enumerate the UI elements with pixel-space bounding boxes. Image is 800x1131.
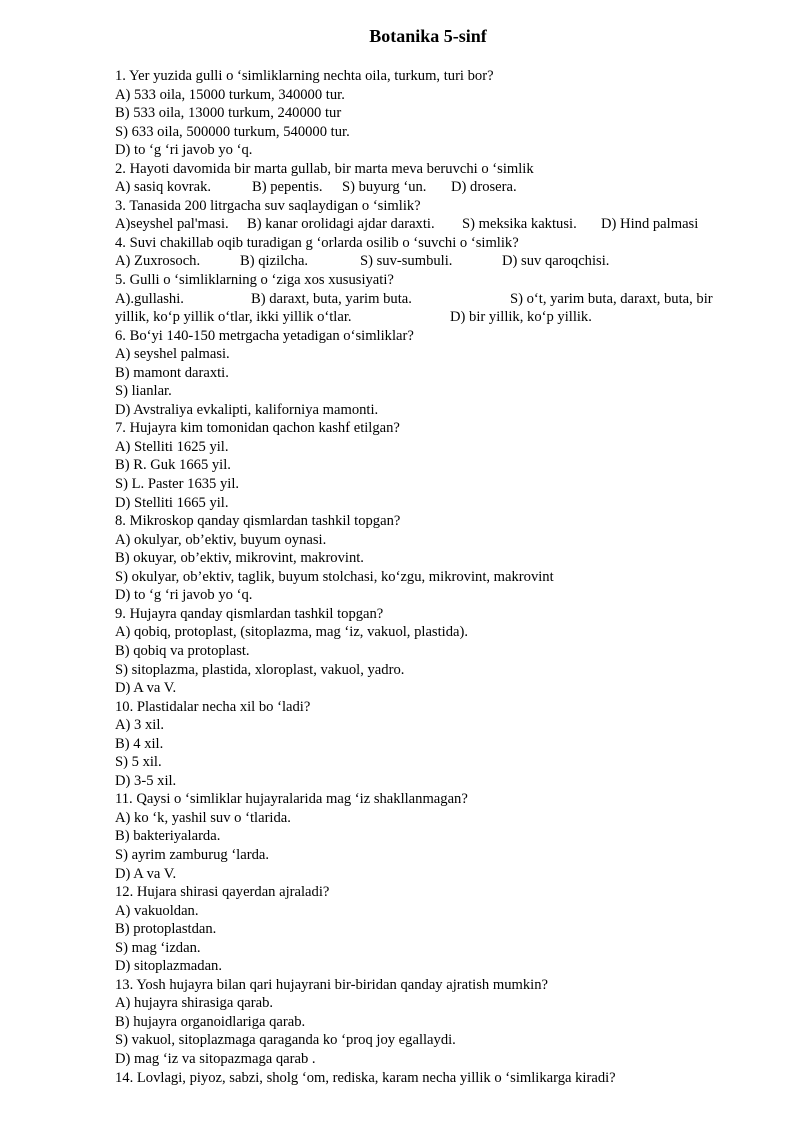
question-3: 3. Tanasida 200 litrgacha suv saqlaydigan o ‘simlik? bbox=[115, 197, 421, 214]
q1-option-d: D) to ‘g ‘ri javob yo ‘q. bbox=[115, 142, 253, 159]
q7-option-s: S) L. Paster 1635 yil. bbox=[115, 476, 240, 493]
q4-option-a: A) Zuxrosoch. bbox=[115, 253, 201, 270]
q13-option-s: S) vakuol, sitoplazmaga qaraganda ko ‘proq joy egallaydi. bbox=[115, 1032, 456, 1049]
q6-option-s: S) lianlar. bbox=[115, 383, 172, 400]
q5-option-a: A).gullashi. bbox=[115, 290, 184, 307]
q11-option-a: A) ko ‘k, yashil suv o ‘tlarida. bbox=[115, 809, 291, 826]
q9-option-a: A) qobiq, protoplast, (sitoplazma, mag ‘iz, vakuol, plastida). bbox=[115, 624, 469, 641]
q5-options-row-2 bbox=[115, 308, 745, 327]
q1-option-b: B) 533 oila, 13000 turkum, 240000 tur bbox=[115, 105, 342, 122]
q4-option-s: S) suv-sumbuli. bbox=[360, 253, 453, 270]
q7-option-b: B) R. Guk 1665 yil. bbox=[115, 457, 231, 474]
question-5: 5. Gulli o ‘simliklarning o ‘ziga xos xususiyati? bbox=[115, 272, 394, 289]
q5-options-row-1 bbox=[115, 290, 745, 309]
q11-option-b: B) bakteriyalarda. bbox=[115, 828, 221, 845]
q10-option-a: A) 3 xil. bbox=[115, 717, 165, 734]
q9-option-b: B) qobiq va protoplast. bbox=[115, 642, 250, 659]
q2-option-a: A) sasiq kovrak. bbox=[115, 179, 212, 196]
q7-option-a: A) Stelliti 1625 yil. bbox=[115, 438, 229, 455]
question-4: 4. Suvi chakillab oqib turadigan g ‘orlarda osilib o ‘suvchi o ‘simlik? bbox=[115, 234, 519, 251]
q5-option-b: B) daraxt, buta, yarim buta. bbox=[251, 290, 412, 307]
q8-option-d: D) to ‘g ‘ri javob yo ‘q. bbox=[115, 587, 253, 604]
question-9: 9. Hujayra qanday qismlardan tashkil topgan? bbox=[115, 605, 384, 622]
q2-option-d: D) drosera. bbox=[451, 179, 517, 196]
q3-options-row bbox=[115, 215, 745, 234]
q13-option-d: D) mag ‘iz va sitopazmaga qarab . bbox=[115, 1050, 316, 1067]
question-13: 13. Yosh hujayra bilan qari hujayrani bir-biridan qanday ajratish mumkin? bbox=[115, 976, 548, 993]
q5-option-s: S) o‘t, yarim buta, daraxt, buta, bir bbox=[510, 290, 713, 307]
question-11: 11. Qaysi o ‘simliklar hujayralarida mag ‘iz shakllanmagan? bbox=[115, 791, 468, 808]
q10-option-d: D) 3-5 xil. bbox=[115, 772, 177, 789]
question-12: 12. Hujara shirasi qayerdan ajraladi? bbox=[115, 884, 330, 901]
q5-option-s-continued: yillik, ko‘p yillik o‘tlar, ikki yillik o‘tlar. bbox=[115, 309, 352, 326]
q6-option-b: B) mamont daraxti. bbox=[115, 364, 229, 381]
q5-option-d: D) bir yillik, ko‘p yillik. bbox=[450, 309, 592, 326]
q1-option-s: S) 633 oila, 500000 turkum, 540000 tur. bbox=[115, 123, 350, 140]
q9-option-s: S) sitoplazma, plastida, xloroplast, vakuol, yadro. bbox=[115, 661, 405, 678]
question-7: 7. Hujayra kim tomonidan qachon kashf etilgan? bbox=[115, 420, 400, 437]
q8-option-b: B) okuyar, ob’ektiv, mikrovint, makrovint. bbox=[115, 550, 364, 567]
question-14: 14. Lovlagi, piyoz, sabzi, sholg ‘om, rediska, karam necha yillik o ‘simlikarga kiradi? bbox=[115, 1069, 616, 1086]
q3-option-b: B) kanar orolidagi ajdar daraxti. bbox=[247, 216, 435, 233]
q13-option-b: B) hujayra organoidlariga qarab. bbox=[115, 1013, 306, 1030]
q10-option-s: S) 5 xil. bbox=[115, 754, 162, 771]
q12-option-s: S) mag ‘izdan. bbox=[115, 939, 201, 956]
q4-option-b: B) qizilcha. bbox=[240, 253, 309, 270]
q11-option-d: D) A va V. bbox=[115, 865, 177, 882]
q2-option-b: B) pepentis. bbox=[252, 179, 323, 196]
q13-option-a: A) hujayra shirasiga qarab. bbox=[115, 995, 274, 1012]
q12-option-b: B) protoplastdan. bbox=[115, 921, 217, 938]
q2-options-row bbox=[115, 178, 745, 197]
q11-option-s: S) ayrim zamburug ‘larda. bbox=[115, 846, 269, 863]
q10-option-b: B) 4 xil. bbox=[115, 735, 164, 752]
q6-option-a: A) seyshel palmasi. bbox=[115, 346, 230, 363]
question-list bbox=[115, 67, 745, 1087]
q6-option-d: D) Avstraliya evkalipti, kaliforniya mamonti. bbox=[115, 401, 379, 418]
document-title: Botanika 5-sinf bbox=[369, 26, 487, 46]
question-6: 6. Bo‘yi 140-150 metrgacha yetadigan o‘simliklar? bbox=[115, 327, 414, 344]
q12-option-d: D) sitoplazmadan. bbox=[115, 958, 222, 975]
q4-option-d: D) suv qaroqchisi. bbox=[502, 253, 610, 270]
q8-option-a: A) okulyar, ob’ektiv, buyum oynasi. bbox=[115, 531, 327, 548]
q1-option-a: A) 533 oila, 15000 turkum, 340000 tur. bbox=[115, 86, 345, 103]
q8-option-s: S) okulyar, ob’ektiv, taglik, buyum stolchasi, ko‘zgu, mikrovint, makrovint bbox=[115, 568, 554, 585]
question-1: 1. Yer yuzida gulli o ‘simliklarning nechta oila, turkum, turi bor? bbox=[115, 68, 494, 84]
question-8: 8. Mikroskop qanday qismlardan tashkil topgan? bbox=[115, 513, 401, 530]
q3-option-s: S) meksika kaktusi. bbox=[462, 216, 577, 233]
q3-option-d: D) Hind palmasi bbox=[601, 216, 699, 233]
q4-options-row bbox=[115, 252, 745, 271]
q2-option-s: S) buyurg ‘un. bbox=[342, 179, 427, 196]
q7-option-d: D) Stelliti 1665 yil. bbox=[115, 494, 229, 511]
q3-option-a: A)seyshel pal'masi. bbox=[115, 216, 229, 233]
q9-option-d: D) A va V. bbox=[115, 680, 177, 697]
question-10: 10. Plastidalar necha xil bo ‘ladi? bbox=[115, 698, 311, 715]
q12-option-a: A) vakuoldan. bbox=[115, 902, 199, 919]
question-2: 2. Hayoti davomida bir marta gullab, bir marta meva beruvchi o ‘simlik bbox=[115, 160, 534, 177]
